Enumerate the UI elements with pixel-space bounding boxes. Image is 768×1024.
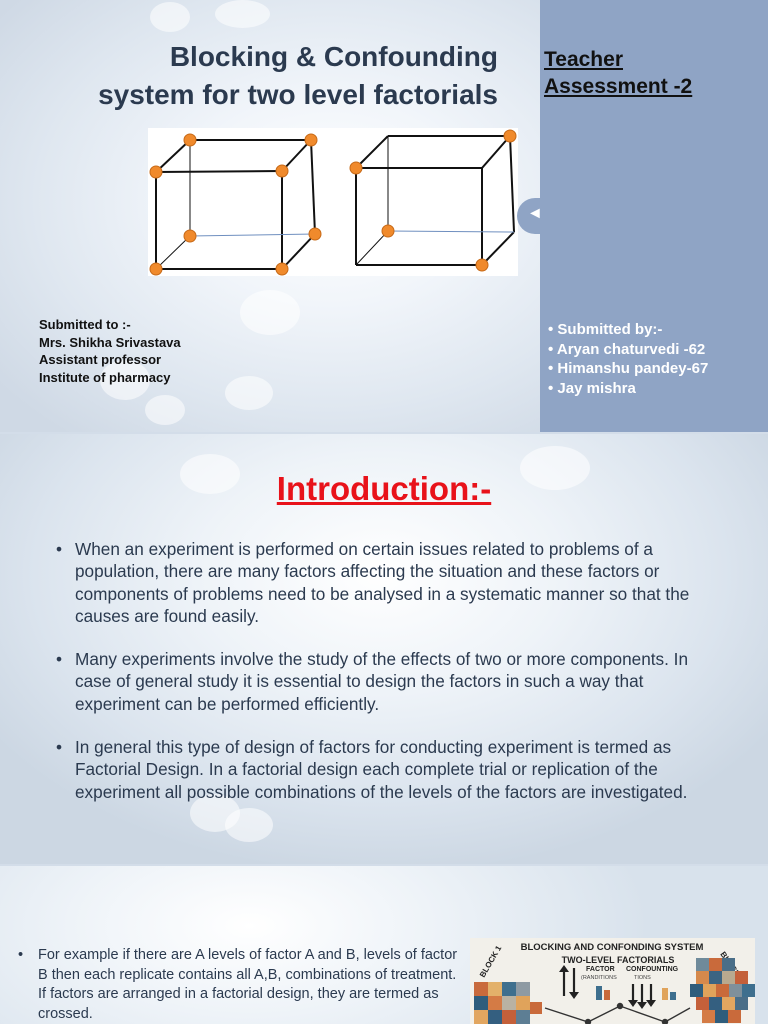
block-cube bbox=[516, 982, 530, 996]
right-cube-vertices bbox=[350, 130, 516, 271]
vertex-point bbox=[276, 263, 288, 275]
confounding-label: CONFOUNTING bbox=[626, 966, 679, 973]
vertex-point bbox=[305, 134, 317, 146]
vertex-point bbox=[504, 130, 516, 142]
vertex-point bbox=[184, 230, 196, 242]
arrow-left-icon: ◄ bbox=[527, 205, 543, 222]
teacher-line-1: Teacher bbox=[544, 48, 623, 71]
submitted-by-line: • Himanshu pandey-67 bbox=[548, 360, 709, 377]
cube-edge bbox=[482, 232, 514, 265]
infographic-title-1: BLOCKING AND CONFONDING SYSTEM bbox=[520, 942, 704, 953]
vertex-point bbox=[382, 225, 394, 237]
block-cube bbox=[530, 1002, 542, 1014]
vertex-point bbox=[350, 162, 362, 174]
slide-title bbox=[40, 38, 498, 114]
submitted-by-line: • Submitted by:- bbox=[548, 321, 663, 338]
small-bar bbox=[604, 990, 610, 1000]
vertex-point bbox=[184, 134, 196, 146]
cube-diagrams bbox=[148, 128, 518, 276]
block-cube bbox=[729, 984, 742, 997]
block-left-label: BLOCK 1 bbox=[477, 944, 504, 979]
decor-bubble bbox=[215, 0, 270, 28]
bullet-item: • Many experiments involve the study of the effects of two or more components. In case of general study it is essential to design the factors in such a way that experiment can be performed efficiently. bbox=[56, 648, 716, 715]
submitted-to-line: Submitted to :- bbox=[39, 317, 131, 332]
teacher-line-2: Assessment -2 bbox=[544, 75, 693, 98]
right-cube bbox=[356, 136, 514, 265]
title-line-1: Blocking & Confounding bbox=[169, 41, 498, 72]
cube-edge bbox=[156, 140, 190, 172]
block-cube bbox=[722, 958, 735, 971]
cube-hidden-edge bbox=[190, 234, 315, 236]
block-cube bbox=[696, 971, 709, 984]
bullet-item: • In general this type of design of factors for conducting experiment is termed as Factorial Design. In a factorial design each complete trial or replication of the experiment all possible combinations of the levels of the factors are investigated. bbox=[56, 736, 716, 803]
block-cube bbox=[728, 1010, 741, 1023]
vertex-point bbox=[150, 263, 162, 275]
decor-bubble bbox=[150, 2, 190, 32]
cube-diagram-svg bbox=[148, 128, 518, 276]
block-cube bbox=[715, 1010, 728, 1023]
bullet-item: • When an experiment is performed on certain issues related to problems of a population, there are many factors affecting the situation and these factors or components of problems need to be analysed in a systematic manner so that the causes are found easily. bbox=[56, 538, 716, 627]
block-cube bbox=[474, 1010, 488, 1024]
block-cube bbox=[696, 958, 709, 971]
block-cube bbox=[735, 971, 748, 984]
cube-edge bbox=[510, 136, 514, 232]
confounding-sub-label: TIONS bbox=[634, 975, 651, 981]
submitted-to-line: Mrs. Shikha Srivastava bbox=[39, 334, 181, 350]
collapse-arrow-tab[interactable] bbox=[517, 198, 563, 234]
introduction-heading: Introduction:- bbox=[276, 470, 492, 507]
cube-edge bbox=[156, 171, 282, 172]
block-cube bbox=[488, 1010, 502, 1024]
vertex-point bbox=[309, 228, 321, 240]
cube-hidden-edge bbox=[356, 231, 388, 265]
vertex-point bbox=[276, 165, 288, 177]
connector-node bbox=[663, 1020, 668, 1024]
cube-hidden-edge bbox=[388, 231, 514, 232]
small-bar bbox=[662, 988, 668, 1000]
title-line-2: system for two level factorials bbox=[98, 79, 498, 110]
block-cube bbox=[722, 971, 735, 984]
infographic-svg bbox=[470, 938, 755, 1024]
cube-edge bbox=[311, 140, 315, 234]
block-cube bbox=[502, 996, 516, 1010]
block-cube bbox=[722, 997, 735, 1010]
submitted-by-line: • Aryan chaturvedi -62 bbox=[548, 340, 706, 358]
vertex-point bbox=[150, 166, 162, 178]
submitted-by-line: • Jay mishra bbox=[548, 379, 636, 397]
block-cube bbox=[703, 984, 716, 997]
vertex-point bbox=[476, 259, 488, 271]
decor-bubble bbox=[225, 376, 273, 410]
block-cube bbox=[474, 996, 488, 1010]
infographic-title-2: TWO-LEVEL FACTORIALS bbox=[561, 955, 675, 965]
block-cube bbox=[735, 997, 748, 1010]
cube-hidden-edge bbox=[156, 236, 190, 269]
block-cube bbox=[690, 984, 703, 997]
blocking-infographic bbox=[470, 938, 755, 1024]
block-cube bbox=[702, 1010, 715, 1023]
right-side-panel bbox=[540, 0, 768, 432]
submitted-to-block bbox=[39, 316, 181, 386]
introduction-bullets bbox=[56, 538, 716, 824]
teacher-assessment-heading bbox=[544, 46, 692, 100]
block-cube bbox=[516, 996, 530, 1010]
block-cube bbox=[488, 996, 502, 1010]
factor-sub-label: (RANDITIONS bbox=[581, 975, 617, 981]
submitted-to-line: Institute of pharmacy bbox=[39, 369, 171, 385]
title-slide bbox=[0, 0, 768, 432]
submitted-by-block bbox=[548, 320, 708, 398]
block-cube bbox=[516, 1010, 530, 1024]
factor-label: FACTOR bbox=[586, 966, 615, 973]
small-bar bbox=[596, 986, 602, 1000]
cube-edge bbox=[282, 234, 315, 269]
block-cube bbox=[502, 1010, 516, 1024]
introduction-slide bbox=[0, 434, 768, 864]
submitted-to-line: Assistant professor bbox=[39, 352, 162, 367]
example-slide bbox=[0, 866, 768, 1024]
connector-node bbox=[586, 1020, 591, 1024]
block-cube bbox=[488, 982, 502, 996]
cube-edge bbox=[356, 136, 388, 168]
block-cube bbox=[742, 984, 755, 997]
connector-node bbox=[618, 1004, 623, 1009]
block-cube bbox=[709, 971, 722, 984]
block-cube bbox=[709, 997, 722, 1010]
block-cube bbox=[502, 982, 516, 996]
block-cube bbox=[474, 982, 488, 996]
left-cube bbox=[156, 140, 315, 269]
example-bullets bbox=[18, 946, 468, 1024]
block-cube bbox=[716, 984, 729, 997]
small-bar bbox=[670, 992, 676, 1000]
block-cube bbox=[709, 958, 722, 971]
block-cube bbox=[696, 997, 709, 1010]
bullet-item: • For example if there are A levels of factor A and B, levels of factor B then each replicate contains all A,B, combinations of treatment. If factors are arranged in a factorial design, they are termed as crossed. bbox=[18, 946, 468, 1024]
decor-bubble bbox=[145, 395, 185, 425]
decor-bubble bbox=[240, 290, 300, 335]
